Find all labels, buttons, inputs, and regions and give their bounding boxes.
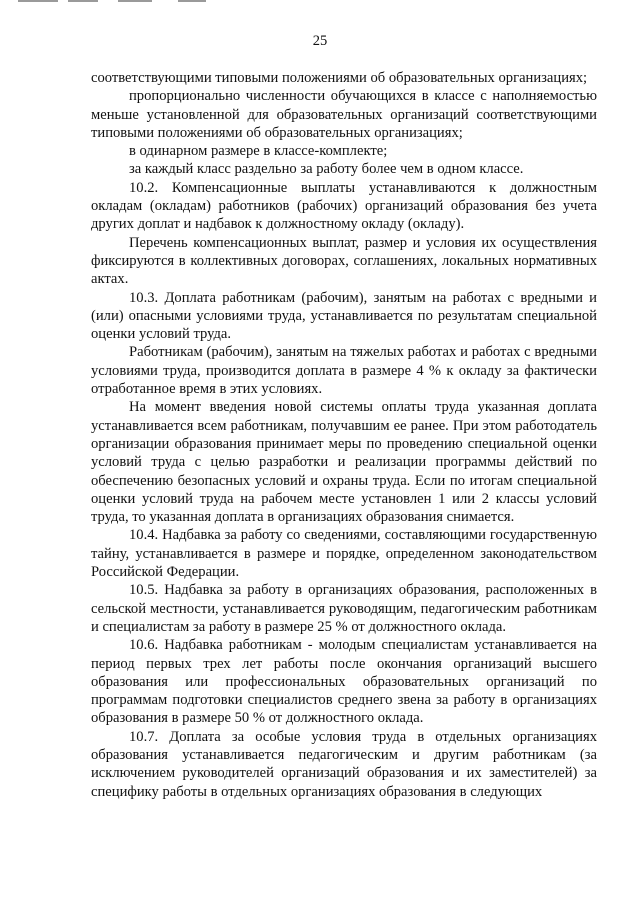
scan-edge-mark (18, 0, 58, 2)
paragraph: Работникам (рабочим), занятым на тяжелых работах и работах с вредными условиями труда, производится доплата в размере 4 % к окладу за фактически отработанное время в этих условиях. (91, 344, 597, 398)
paragraph: Перечень компенсационных выплат, размер и условия их осуществления фиксируются в коллективных договорах, соглашениях, локальных нормативных актах. (91, 234, 597, 288)
paragraph-10-2: 10.2. Компенсационные выплаты устанавливаются к должностным окладам (окладам) работников (рабочих) организаций образования без учета других доплат и надбавок к должностному окладу (окладу). (91, 179, 597, 233)
paragraph-10-7: 10.7. Доплата за особые условия труда в отдельных организациях образования устанавливается педагогическим и другим работникам (за исключением руководителей организаций образования и их заместителей) за специфику работы в отдельных организациях образования в следующих (91, 728, 597, 800)
paragraph-10-3: 10.3. Доплата работникам (рабочим), занятым на работах с вредными и (или) опасными условиями труда, устанавливается по результатам специальной оценки условий труда. (91, 289, 597, 343)
paragraph: пропорционально численности обучающихся в классе с наполняемостью меньше установленной для образовательных организаций соответствующими типовыми положениями об образовательных организациях; (91, 88, 597, 141)
paragraph: На момент введения новой системы оплаты труда указанная доплата устанавливается всем работникам, получавшим ее ранее. При этом работодатель организации образования принимает меры по проведению специальной оценки условий труда с целью разработки и реализации программы действий по обеспечению безопасных условий и охраны труда. Если по итогам специальной оценки условий труда на рабочем месте установлен 1 или 2 классы условий труда, то указанная доплата в организациях образования снимается. (91, 399, 597, 526)
scan-edge-mark (68, 0, 98, 2)
scan-edge-mark (118, 0, 152, 2)
document-body (91, 69, 597, 801)
paragraph: в одинарном размере в классе-комплекте; (129, 143, 388, 160)
paragraph-continuation: соответствующими типовыми положениями об образовательных организациях; (91, 70, 588, 86)
scan-edge-mark (178, 0, 206, 2)
paragraph-10-4: 10.4. Надбавка за работу со сведениями, составляющими государственную тайну, устанавливается в размере и порядке, определенном законодательством Российской Федерации. (91, 527, 597, 581)
page-number: 25 (312, 33, 328, 49)
paragraph-10-6: 10.6. Надбавка работникам - молодым специалистам устанавливается на период первых трех лет работы после окончания организаций высшего образования или профессиональных образовательных организаций по программам подготовки специалистов среднего звена за работу в организациях образования в размере 50 % от должностного оклада. (91, 637, 597, 727)
paragraph-10-5: 10.5. Надбавка за работу в организациях образования, расположенных в сельской местности, устанавливается руководящим, педагогическим работникам и специалистам за работу в размере 25 % от должностного оклада. (91, 582, 597, 635)
paragraph: за каждый класс раздельно за работу более чем в одном классе. (129, 161, 524, 178)
